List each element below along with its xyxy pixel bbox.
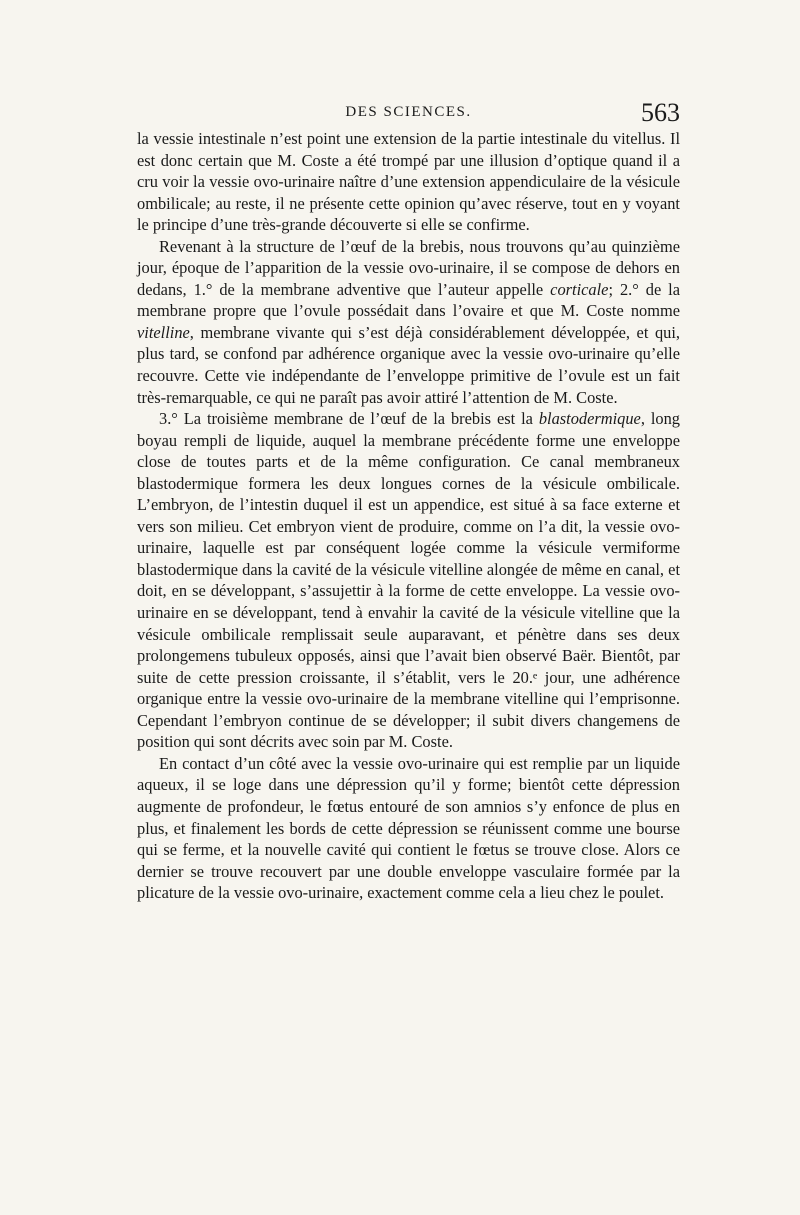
italic-term: corticale [550, 279, 609, 299]
paragraph-continuation [137, 128, 680, 236]
page-header [137, 100, 680, 128]
paragraph-blastodermic-membrane [137, 408, 680, 753]
text-run: ; 2.° de la membrane propre que l’ovule possédait dans l’ovaire et que M. Coste nomme [137, 279, 680, 321]
text-run: 3.° La troisième membrane de l’œuf de la brebis est la [159, 409, 539, 429]
paragraph-fetus-enclosure [137, 753, 680, 904]
text-run: En contact d’un côté avec la vessie ovo-urinaire qui est remplie par un liquide aqueux, il se loge dans une dépression qu’il y forme; bientôt cette dépression augmente de profondeur, le fœtus entouré de son amnios s’y enfonce de plus en plus, et finalement les bords de cette dépression se réunissent comme une bourse qui se ferme, et la nouvelle cavité qui contient le fœtus se trouve close. Alors ce dernier se trouve recouvert par une double enveloppe vasculaire formée par la plicature de la vessie ovo-urinaire, exactement comme cela a lieu chez le poulet. [137, 753, 680, 903]
italic-term: blastodermique [538, 409, 641, 429]
text-run: , long boyau rempli de liquide, auquel la membrane précédente forme une enveloppe close de toutes parts et de la même configuration. Ce canal membraneux blastodermique formera les deux longues cornes de la vésicule ombilicale. L’embryon, de l’intestin duquel il est un appendice, est situé à sa face externe et vers son milieu. Cet embryon vient de produire, comme on l’a dit, la vessie ovo-urinaire, laquelle est par conséquent logée comme la vésicule vermiforme blastodermique dans la cavité de la vésicule vitelline alongée de même en canal, et doit, en se développant, s’assujettir à la forme de cette enveloppe. La vessie ovo-urinaire en se développant, tend à envahir la cavité de la vésicule vitelline que la vésicule ombilicale remplissait seule auparavant, et pénètre dans ses deux prolongemens tubuleux opposés, ainsi que l’avait bien observé Baër. Bientôt, par suite de cette pression croissante, il s’établit, vers le 20.ᵉ jour, une adhérence organique entre la vessie ovo-urinaire de la membrane vitelline qui l’emprisonne. Cependant l’embryon continue de se développer; il subit divers changemens de position qui sont décrits avec soin par M. Coste. [137, 409, 680, 752]
text-run: la vessie intestinale n’est point une extension de la partie intestinale du vitellus. Il est donc certain que M. Coste a été trompé par une illusion d’optique quand il a cru voir la vessie ovo-urinaire naître d’une extension appendiculaire de la vésicule ombilicale; au reste, il ne présente cette opinion qu’avec réserve, tout en y voyant le principe d’une très-grande découverte si elle se confirme. [137, 129, 680, 235]
text-run: Revenant à la structure de l’œuf de la brebis, nous trouvons qu’au quinzième jour, époque de l’apparition de la vessie ovo-urinaire, il se compose de dehors en dedans, 1.° de la membrane adventive que l’auteur appelle [137, 236, 680, 299]
body-text [137, 128, 680, 904]
italic-term: vitelline [137, 322, 190, 342]
paragraph-membrane-structure [137, 236, 680, 408]
page-number: 563 [641, 98, 680, 127]
running-title: DES SCIENCES. [345, 104, 472, 120]
text-run: , membrane vivante qui s’est déjà considérablement développée, et qui, plus tard, se confond par adhérence organique avec la vessie ovo-urinaire qu’elle recouvre. Cette vie indépendante de l’enveloppe primitive de l’ovule est un fait très-remarquable, ce qui ne paraît pas avoir attiré l’attention de M. Coste. [137, 322, 680, 407]
